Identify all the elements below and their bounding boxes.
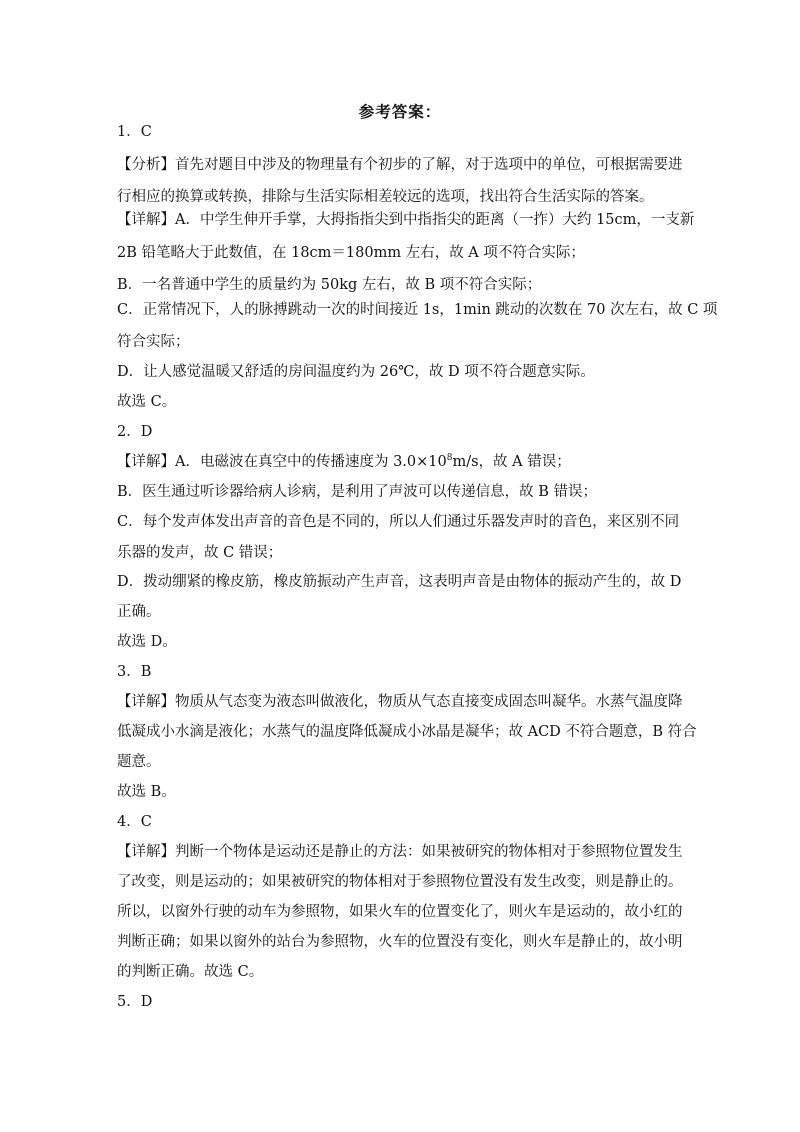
answer-line-q4-l4: 判断正确；如果以窗外的站台为参照物，火车的位置没有变化，则火车是静止的，故小明 bbox=[117, 934, 683, 950]
q2-line1-after: m/s，故 A 错误； bbox=[452, 454, 571, 470]
q2-line1-exponent: 8 bbox=[446, 453, 453, 464]
answer-line-q2-l1 bbox=[117, 452, 697, 472]
answer-line-q1-num: 1．C bbox=[117, 124, 152, 140]
answer-line-q2-l5: D．拨动绷紧的橡皮筋，橡皮筋振动产生声音，这表明声音是由物体的振动产生的，故 D bbox=[117, 574, 682, 590]
answer-line-q4-l5: 的判断正确。故选 C。 bbox=[117, 964, 264, 980]
q2-line1-before: 【详解】A．电磁波在真空中的传播速度为 3.0×10 bbox=[117, 454, 447, 470]
answer-line-q2-l3: C．每个发声体发出声音的音色是不同的，所以人们通过乐器发声时的音色，来区别不同 bbox=[117, 514, 680, 530]
answer-line-q5-num: 5．D bbox=[117, 994, 153, 1010]
answer-line-q1-l6: C．正常情况下，人的脉搏跳动一次的时间接近 1s，1min 跳动的次数在 70 次左右，故 C 项 bbox=[117, 302, 718, 318]
answer-line-q4-l2: 了改变，则是运动的；如果被研究的物体相对于参照物位置没有发生改变，则是静止的。 bbox=[117, 874, 683, 890]
answer-line-q3-l3: 题意。 bbox=[117, 754, 161, 770]
answer-line-q1-l9: 故选 C。 bbox=[117, 394, 177, 410]
answer-line-q1-l5: B．一名普通中学生的质量约为 50kg 左右，故 B 项不符合实际； bbox=[117, 277, 542, 293]
answer-line-q4-l1: 【详解】判断一个物体是运动还是静止的方法：如果被研究的物体相对于参照物位置发生 bbox=[117, 844, 683, 860]
answer-line-q4-l3: 所以，以窗外行驶的动车为参照物，如果火车的位置变化了，则火车是运动的，故小红的 bbox=[117, 904, 683, 920]
answer-line-q2-l6: 正确。 bbox=[117, 604, 161, 620]
answer-line-q2-l2: B．医生通过听诊器给病人诊病，是利用了声波可以传递信息，故 B 错误； bbox=[117, 484, 598, 500]
answer-line-q3-l2: 低凝成小水滴是液化；水蒸气的温度降低凝成小冰晶是凝华；故 ACD 不符合题意，B 符合 bbox=[117, 724, 697, 740]
answer-line-q3-num: 3．B bbox=[117, 664, 152, 680]
answer-line-q3-l4: 故选 B。 bbox=[117, 784, 176, 800]
answer-line-q1-l4: 2B 铅笔略大于此数值，在 18cm＝180mm 左右，故 A 项不符合实际； bbox=[117, 245, 585, 261]
answer-line-q2-l4: 乐器的发声，故 C 错误； bbox=[117, 545, 283, 561]
answer-line-q1-l2: 行相应的换算或转换，排除与生活实际相差较远的选项，找出符合生活实际的答案。 bbox=[117, 189, 654, 205]
answer-line-q1-l7: 符合实际； bbox=[117, 334, 190, 350]
answer-line-q2-num: 2．D bbox=[117, 424, 153, 440]
answer-line-q2-l7: 故选 D。 bbox=[117, 634, 177, 650]
answer-line-q1-l8: D．让人感觉温暖又舒适的房间温度约为 26℃，故 D 项不符合题意实际。 bbox=[117, 364, 595, 380]
answer-line-q1-l3: 【详解】A．中学生伸开手掌，大拇指指尖到中指指尖的距离（一拃）大约 15cm，一支新 bbox=[117, 212, 695, 228]
answer-line-q4-num: 4．C bbox=[117, 814, 152, 830]
answer-line-q3-l1: 【详解】物质从气态变为液态叫做液化，物质从气态直接变成固态叫凝华。水蒸气温度降 bbox=[117, 694, 683, 710]
answer-line-q1-l1: 【分析】首先对题目中涉及的物理量有个初步的了解，对于选项中的单位，可根据需要进 bbox=[117, 157, 683, 173]
page-title: 参考答案： bbox=[358, 102, 442, 121]
